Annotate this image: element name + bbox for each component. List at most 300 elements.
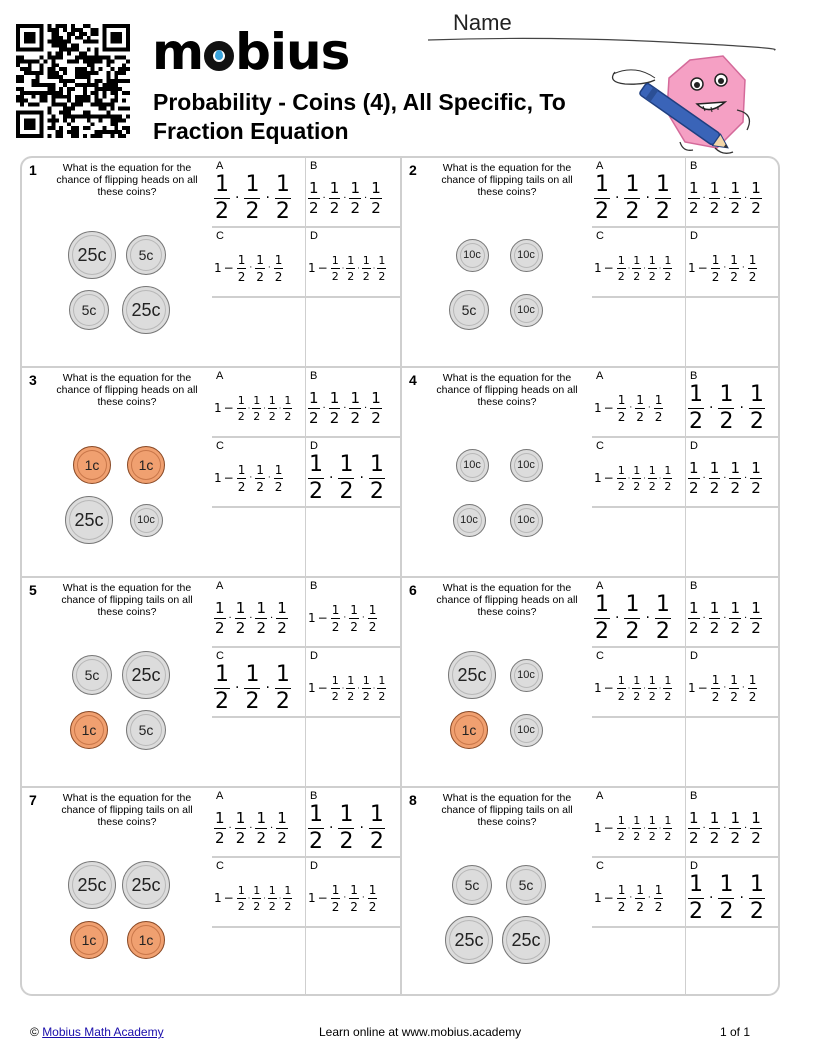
fraction <box>283 885 292 912</box>
blank-cell <box>686 928 780 996</box>
answer-option-d[interactable] <box>686 438 780 506</box>
multiply-dot: · <box>263 403 266 413</box>
fraction <box>729 598 741 637</box>
multiply-dot: · <box>247 893 251 903</box>
options-pane <box>212 368 400 576</box>
denominator: 2 <box>369 478 384 504</box>
answer-option-b[interactable] <box>686 158 780 226</box>
coin-label: 5c <box>84 667 100 683</box>
denominator: 2 <box>339 478 354 504</box>
answer-option-d[interactable] <box>686 858 780 926</box>
fraction <box>237 885 246 912</box>
coin-label: 10c <box>517 304 535 316</box>
one: 1 <box>214 401 222 415</box>
answer-option-d[interactable] <box>686 228 780 296</box>
answer-option-c[interactable] <box>592 438 685 506</box>
fraction <box>331 255 340 282</box>
problem-4 <box>402 368 780 576</box>
fraction <box>276 598 288 637</box>
numerator: 1 <box>633 253 641 267</box>
coin-label: 5c <box>81 302 97 318</box>
one: 1 <box>688 681 696 695</box>
question-text: What is the equation for the chance of flipping tails on all these coins? <box>61 582 193 618</box>
denominator: 2 <box>235 828 246 847</box>
denominator: 2 <box>256 618 267 637</box>
numerator: 1 <box>719 381 734 407</box>
denominator: 2 <box>730 618 741 637</box>
denominator: 2 <box>751 828 761 847</box>
minus-sign: − <box>317 261 328 275</box>
fraction <box>749 871 765 924</box>
denominator: 2 <box>362 689 370 703</box>
denominator: 2 <box>369 828 384 854</box>
coin <box>70 711 108 749</box>
multiply-dot: · <box>741 683 745 693</box>
answer-option-d[interactable] <box>306 228 400 296</box>
problem-1 <box>22 158 400 366</box>
question-text: What is the equation for the chance of flipping heads on all these coins? <box>56 162 198 198</box>
fraction <box>688 381 704 434</box>
numerator: 1 <box>245 171 260 197</box>
answer-option-b[interactable] <box>686 368 780 436</box>
coin-label: 1c <box>81 722 97 738</box>
multiply-dot: · <box>270 612 274 624</box>
coin <box>122 861 170 909</box>
numerator: 1 <box>235 808 246 827</box>
denominator: 2 <box>689 478 699 497</box>
numerator: 1 <box>331 673 339 687</box>
blank-cell <box>306 928 400 996</box>
numerator: 1 <box>309 801 323 827</box>
fraction <box>594 591 610 644</box>
numerator: 1 <box>371 178 381 197</box>
coin <box>450 711 488 749</box>
multiply-dot: · <box>739 890 744 906</box>
denominator: 2 <box>617 269 625 283</box>
answer-option-a[interactable] <box>212 158 305 226</box>
minus-sign: − <box>697 261 708 275</box>
numerator: 1 <box>256 808 267 827</box>
numerator: 1 <box>369 801 384 827</box>
denominator: 2 <box>749 898 764 924</box>
option-letter: C <box>596 230 604 242</box>
multiply-dot: · <box>709 400 714 416</box>
multiply-dot: · <box>359 820 364 836</box>
numerator: 1 <box>284 393 292 407</box>
denominator: 2 <box>730 689 738 704</box>
multiply-dot: · <box>702 192 706 204</box>
multiply-dot: · <box>643 473 646 483</box>
multiply-dot: · <box>322 192 326 204</box>
multiply-dot: · <box>249 822 253 834</box>
answer-option-c[interactable] <box>212 858 305 926</box>
answer-option-d[interactable] <box>306 438 400 506</box>
equation <box>594 593 685 643</box>
minus-sign: − <box>697 681 708 695</box>
minus-sign: − <box>603 471 614 485</box>
numerator: 1 <box>730 598 741 617</box>
multiply-dot: · <box>647 893 651 903</box>
fraction <box>275 171 291 224</box>
option-letter: A <box>216 790 224 802</box>
fraction <box>663 465 672 492</box>
denominator: 2 <box>751 618 761 637</box>
fraction <box>655 171 671 224</box>
answer-option-d[interactable] <box>306 858 400 926</box>
denominator: 2 <box>215 618 225 637</box>
equation <box>688 243 780 293</box>
multiply-dot: · <box>270 822 274 834</box>
equation <box>594 803 685 853</box>
multiply-dot: · <box>267 473 271 483</box>
option-letter: B <box>310 370 318 382</box>
numerator: 1 <box>331 882 340 897</box>
denominator: 2 <box>339 828 354 854</box>
fraction <box>252 395 261 422</box>
multiply-dot: · <box>643 823 646 833</box>
multiply-dot: · <box>364 402 368 414</box>
denominator: 2 <box>711 689 720 704</box>
numerator: 1 <box>636 392 644 407</box>
multiply-dot: · <box>627 263 631 273</box>
fraction <box>632 815 641 842</box>
fraction <box>748 674 758 703</box>
coin <box>126 710 166 750</box>
multiply-dot: · <box>228 612 232 624</box>
answer-option-a[interactable] <box>592 788 685 856</box>
numerator: 1 <box>633 463 641 477</box>
denominator: 2 <box>625 618 640 644</box>
answer-option-b[interactable] <box>686 788 780 856</box>
multiply-dot: · <box>341 683 345 693</box>
minus-sign: − <box>603 891 614 905</box>
numerator: 1 <box>625 171 640 197</box>
multiply-dot: · <box>658 473 662 483</box>
answer-option-c[interactable] <box>592 648 685 716</box>
fraction <box>632 675 641 702</box>
answer-option-c[interactable] <box>212 228 305 296</box>
denominator: 2 <box>654 409 663 424</box>
numerator: 1 <box>350 882 358 897</box>
multiply-dot: · <box>249 473 253 483</box>
blank-cell <box>212 928 305 996</box>
numerator: 1 <box>689 458 699 477</box>
coin <box>126 235 166 275</box>
option-letter: B <box>310 160 318 172</box>
denominator: 2 <box>253 409 261 423</box>
coin-label: 10c <box>517 514 535 526</box>
denominator: 2 <box>256 828 267 847</box>
multiply-dot: · <box>723 263 727 273</box>
coin <box>506 865 546 905</box>
coin <box>452 865 492 905</box>
coin-label: 5c <box>138 722 154 738</box>
fraction <box>255 464 265 493</box>
denominator: 2 <box>237 899 245 913</box>
multiply-dot: · <box>343 893 347 903</box>
denominator: 2 <box>636 409 644 424</box>
fraction <box>729 254 739 283</box>
numerator: 1 <box>368 882 377 897</box>
one: 1 <box>594 821 602 835</box>
minus-sign: − <box>603 821 614 835</box>
equation <box>214 383 305 433</box>
fraction <box>255 598 267 637</box>
answer-option-b[interactable] <box>686 578 780 646</box>
multiply-dot: · <box>629 403 633 413</box>
multiply-dot: · <box>702 472 706 484</box>
fraction <box>688 871 704 924</box>
denominator: 2 <box>709 828 720 847</box>
minus-sign: − <box>223 891 234 905</box>
one: 1 <box>214 891 222 905</box>
answer-option-a[interactable] <box>212 368 305 436</box>
equation <box>688 593 780 643</box>
numerator: 1 <box>748 672 757 687</box>
equation <box>308 803 400 853</box>
denominator: 2 <box>689 828 699 847</box>
option-letter: B <box>310 790 318 802</box>
fraction <box>688 808 700 847</box>
fraction <box>377 255 386 282</box>
fraction <box>349 178 361 217</box>
fraction <box>632 255 641 282</box>
answer-option-d[interactable] <box>686 648 780 716</box>
answer-option-a[interactable] <box>592 368 685 436</box>
denominator: 2 <box>730 269 738 284</box>
denominator: 2 <box>215 198 229 224</box>
denominator: 2 <box>268 409 276 423</box>
answer-option-c[interactable] <box>212 648 305 716</box>
numerator: 1 <box>648 813 656 827</box>
one: 1 <box>594 681 602 695</box>
numerator: 1 <box>245 661 260 687</box>
coin-label: 10c <box>517 669 535 681</box>
fraction <box>214 808 226 847</box>
numerator: 1 <box>664 253 672 267</box>
numerator: 1 <box>636 882 644 897</box>
blank-cell <box>212 718 305 786</box>
question-pane <box>22 788 211 996</box>
coin-label: 5c <box>461 302 477 318</box>
fraction <box>275 661 291 714</box>
equation <box>308 243 400 293</box>
option-letter: B <box>690 160 698 172</box>
option-letter: B <box>690 580 698 592</box>
denominator: 2 <box>730 198 741 217</box>
coin <box>130 504 163 537</box>
option-letter: D <box>310 230 318 242</box>
answer-option-c[interactable] <box>592 228 685 296</box>
equation <box>688 803 780 853</box>
problem-number: 8 <box>409 792 417 808</box>
equation <box>308 173 400 223</box>
academy-link[interactable]: Mobius Math Academy <box>42 1025 164 1039</box>
logo-m: m <box>152 23 204 81</box>
denominator: 2 <box>654 899 663 914</box>
option-letter: D <box>310 440 318 452</box>
numerator: 1 <box>689 871 703 897</box>
denominator: 2 <box>347 689 355 703</box>
numerator: 1 <box>369 451 384 477</box>
fraction <box>750 178 762 217</box>
answer-option-a[interactable] <box>212 788 305 856</box>
question-pane <box>402 158 591 366</box>
denominator: 2 <box>253 899 261 913</box>
denominator: 2 <box>617 479 625 493</box>
numerator: 1 <box>664 673 672 687</box>
coin <box>122 651 170 699</box>
coin <box>127 921 165 959</box>
denominator: 2 <box>275 688 290 714</box>
answer-option-d[interactable] <box>306 648 400 716</box>
equation <box>594 383 685 433</box>
numerator: 1 <box>378 673 386 687</box>
denominator: 2 <box>268 899 276 913</box>
denominator: 2 <box>309 408 319 427</box>
blank-cell <box>306 298 400 366</box>
denominator: 2 <box>633 829 641 843</box>
numerator: 1 <box>633 813 641 827</box>
equation <box>214 243 305 293</box>
fraction <box>255 808 267 847</box>
fraction <box>237 254 247 283</box>
minus-sign: − <box>317 611 328 625</box>
denominator: 2 <box>719 898 734 924</box>
fraction <box>214 598 226 637</box>
numerator: 1 <box>350 178 361 197</box>
denominator: 2 <box>362 269 370 283</box>
equation <box>594 453 685 503</box>
multiply-dot: · <box>739 400 744 416</box>
denominator: 2 <box>245 198 260 224</box>
numerator: 1 <box>648 673 656 687</box>
problem-number: 6 <box>409 582 417 598</box>
numerator: 1 <box>654 392 663 407</box>
numerator: 1 <box>350 602 358 617</box>
fraction <box>283 395 292 422</box>
blank-cell <box>592 508 685 576</box>
denominator: 2 <box>350 198 361 217</box>
multiply-dot: · <box>372 683 376 693</box>
logo-drop-icon <box>204 41 234 71</box>
multiply-dot: · <box>329 820 334 836</box>
fraction <box>362 255 371 282</box>
option-letter: D <box>690 650 698 662</box>
option-letter: D <box>310 860 318 872</box>
answer-option-b[interactable] <box>306 368 400 436</box>
problem-number: 1 <box>29 162 37 178</box>
multiply-dot: · <box>702 822 706 834</box>
options-pane <box>592 788 780 996</box>
options-pane <box>212 578 400 786</box>
minus-sign: − <box>223 471 234 485</box>
option-letter: C <box>216 230 224 242</box>
numerator: 1 <box>268 393 276 407</box>
multiply-dot: · <box>341 263 345 273</box>
coin <box>70 921 108 959</box>
multiply-dot: · <box>627 823 631 833</box>
one: 1 <box>688 261 696 275</box>
fraction <box>349 388 361 427</box>
fraction <box>346 255 355 282</box>
numerator: 1 <box>309 178 319 197</box>
coin-label: 25c <box>77 244 107 265</box>
equation <box>594 873 685 923</box>
answer-option-a[interactable] <box>592 158 685 226</box>
denominator: 2 <box>274 479 283 494</box>
multiply-dot: · <box>267 263 271 273</box>
fraction <box>709 178 721 217</box>
multiply-dot: · <box>343 613 347 623</box>
answer-option-b[interactable] <box>306 578 400 646</box>
denominator: 2 <box>309 198 319 217</box>
coin <box>68 231 116 279</box>
option-letter: B <box>310 580 318 592</box>
denominator: 2 <box>664 479 672 493</box>
numerator: 1 <box>633 673 641 687</box>
fraction <box>617 675 626 702</box>
answer-option-b[interactable] <box>306 788 400 856</box>
multiply-dot: · <box>235 190 240 206</box>
answer-option-c[interactable] <box>212 438 305 506</box>
multiply-dot: · <box>322 402 326 414</box>
fraction <box>748 254 758 283</box>
fraction <box>617 815 626 842</box>
equation <box>688 173 780 223</box>
option-letter: D <box>690 230 698 242</box>
equation <box>688 873 780 923</box>
numerator: 1 <box>215 171 229 197</box>
problem-number: 3 <box>29 372 37 388</box>
option-letter: A <box>216 580 224 592</box>
fraction <box>711 254 721 283</box>
denominator: 2 <box>235 618 246 637</box>
coin <box>510 449 543 482</box>
coin-label: 1c <box>81 932 97 948</box>
fraction <box>377 675 386 702</box>
coin <box>510 294 543 327</box>
denominator: 2 <box>329 198 340 217</box>
equation <box>308 383 400 433</box>
answer-option-a[interactable] <box>592 578 685 646</box>
numerator: 1 <box>237 883 245 897</box>
numerator: 1 <box>347 253 355 267</box>
fraction <box>632 465 641 492</box>
fraction <box>370 388 382 427</box>
equation <box>594 663 685 713</box>
multiply-dot: · <box>263 893 266 903</box>
equation <box>214 873 305 923</box>
fraction <box>244 171 260 224</box>
denominator: 2 <box>633 689 641 703</box>
numerator: 1 <box>256 252 264 267</box>
numerator: 1 <box>309 388 319 407</box>
answer-option-b[interactable] <box>306 158 400 226</box>
coin-label: 10c <box>137 514 155 526</box>
fraction <box>362 675 371 702</box>
numerator: 1 <box>751 598 761 617</box>
multiply-dot: · <box>357 263 360 273</box>
numerator: 1 <box>268 883 276 897</box>
minus-sign: − <box>317 681 328 695</box>
blank-cell <box>686 298 780 366</box>
coin <box>453 504 486 537</box>
answer-option-c[interactable] <box>592 858 685 926</box>
multiply-dot: · <box>744 822 748 834</box>
fraction <box>617 465 626 492</box>
answer-option-a[interactable] <box>212 578 305 646</box>
